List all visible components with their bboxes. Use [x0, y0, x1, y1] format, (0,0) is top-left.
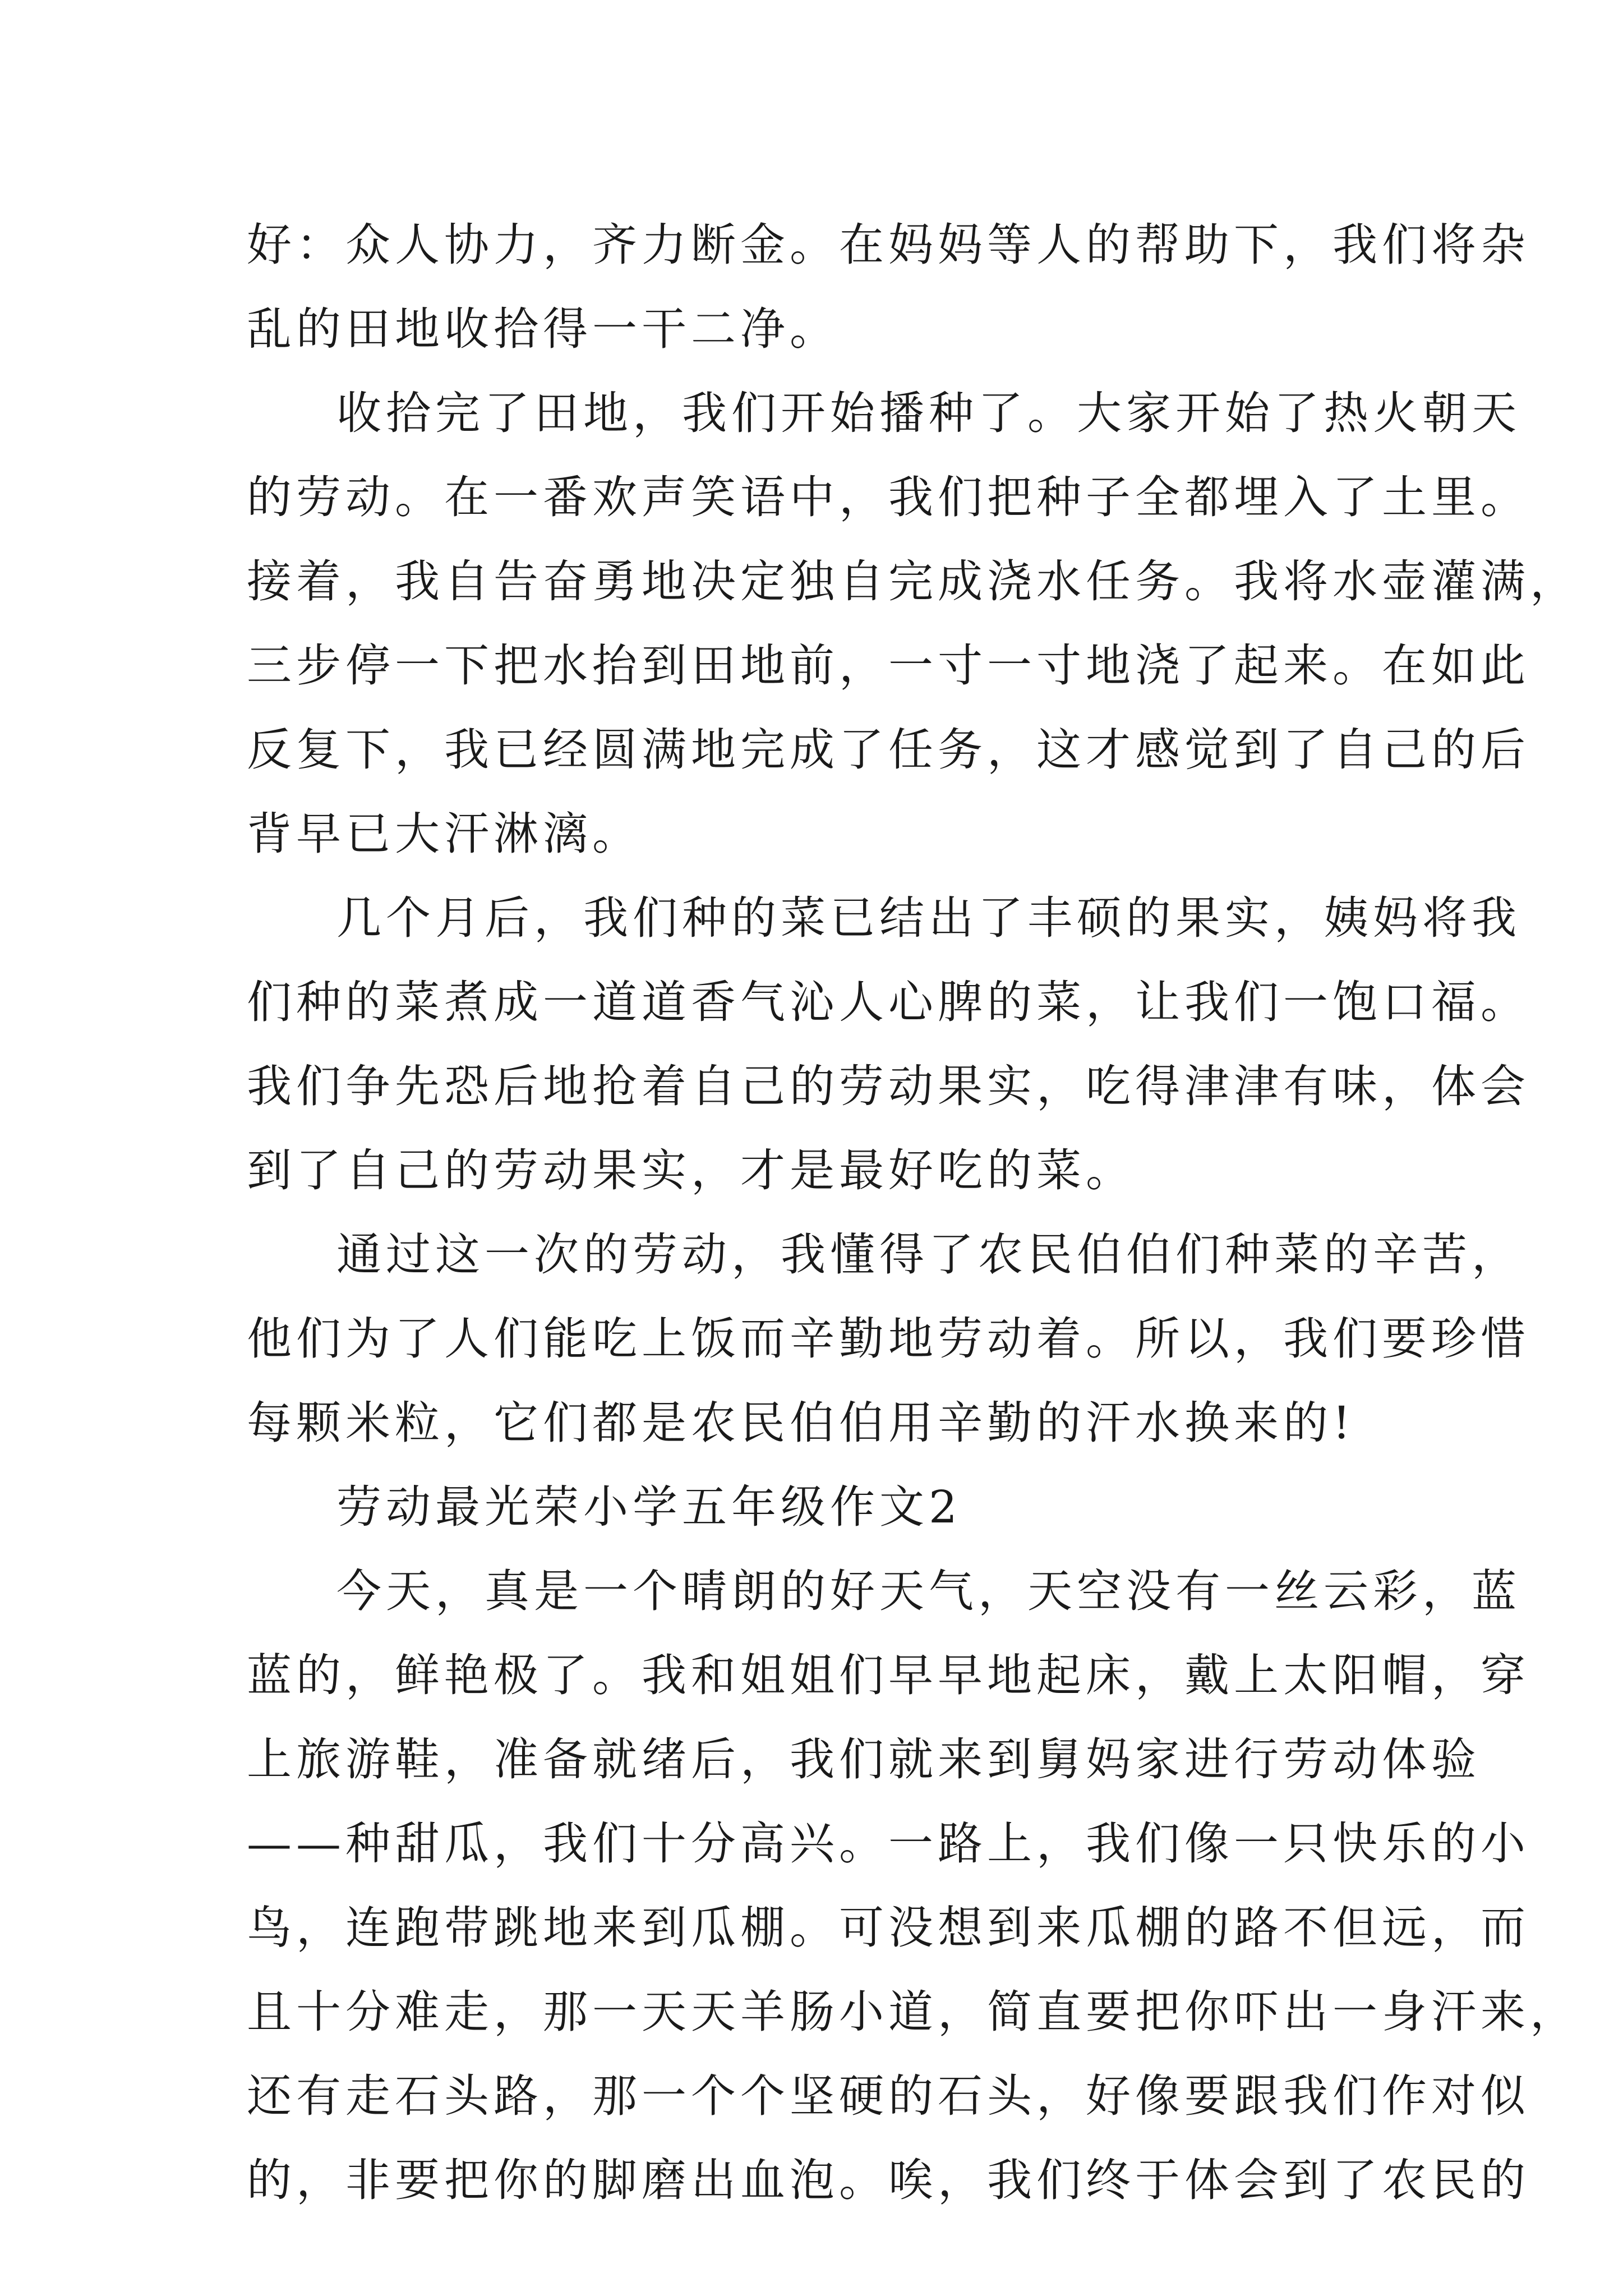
text-line: 反复下，我已经圆满地完成了任务，这才感觉到了自己的后: [247, 724, 1530, 776]
text-line: 他们为了人们能吃上饭而辛勤地劳动着。所以，我们要珍惜: [247, 1313, 1530, 1365]
text-line: 背早已大汗淋漓。: [247, 808, 642, 860]
essay-heading: 劳动最光荣小学五年级作文2: [336, 1481, 962, 1533]
text-line: 还有走石头路，那一个个坚硬的石头，好像要跟我们作对似: [247, 2070, 1530, 2122]
text-line: ——种甜瓜，我们十分高兴。一路上，我们像一只快乐的小: [247, 1818, 1530, 1870]
text-line: 我们争先恐后地抢着自己的劳动果实，吃得津津有味，体会: [247, 1060, 1530, 1112]
text-line: 鸟，连跑带跳地来到瓜棚。可没想到来瓜棚的路不但远，而: [247, 1902, 1530, 1954]
text-line: 们种的菜煮成一道道香气沁人心脾的菜，让我们一饱口福。: [247, 976, 1530, 1028]
text-line: 收拾完了田地，我们开始播种了。大家开始了热火朝天: [336, 387, 1521, 439]
text-line: 的，非要把你的脚磨出血泡。唉，我们终于体会到了农民的: [247, 2154, 1530, 2206]
text-line: 的劳动。在一番欢声笑语中，我们把种子全都埋入了土里。: [247, 471, 1530, 523]
text-line: 三步停一下把水抬到田地前，一寸一寸地浇了起来。在如此: [247, 639, 1530, 692]
text-line: 几个月后，我们种的菜已结出了丰硕的果实，姨妈将我: [336, 892, 1521, 944]
text-line: 上旅游鞋，准备就绪后，我们就来到舅妈家进行劳动体验: [247, 1733, 1481, 1786]
text-line: 且十分难走，那一天天羊肠小道，简直要把你吓出一身汗来，: [247, 1986, 1579, 2038]
text-line: 每颗米粒，它们都是农民伯伯用辛勤的汗水换来的!: [247, 1397, 1355, 1449]
text-line: 乱的田地收拾得一干二净。: [247, 303, 839, 355]
text-line: 今天，真是一个晴朗的好天气，天空没有一丝云彩，蓝: [336, 1565, 1521, 1617]
text-line: 好：众人协力，齐力断金。在妈妈等人的帮助下，我们将杂: [247, 219, 1530, 271]
text-line: 接着，我自告奋勇地决定独自完成浇水任务。我将水壶灌满，: [247, 555, 1579, 608]
text-line: 到了自己的劳动果实，才是最好吃的菜。: [247, 1144, 1135, 1197]
text-line: 蓝的，鲜艳极了。我和姐姐们早早地起床，戴上太阳帽，穿: [247, 1649, 1530, 1701]
text-line: 通过这一次的劳动，我懂得了农民伯伯们种菜的辛苦，: [336, 1228, 1521, 1281]
